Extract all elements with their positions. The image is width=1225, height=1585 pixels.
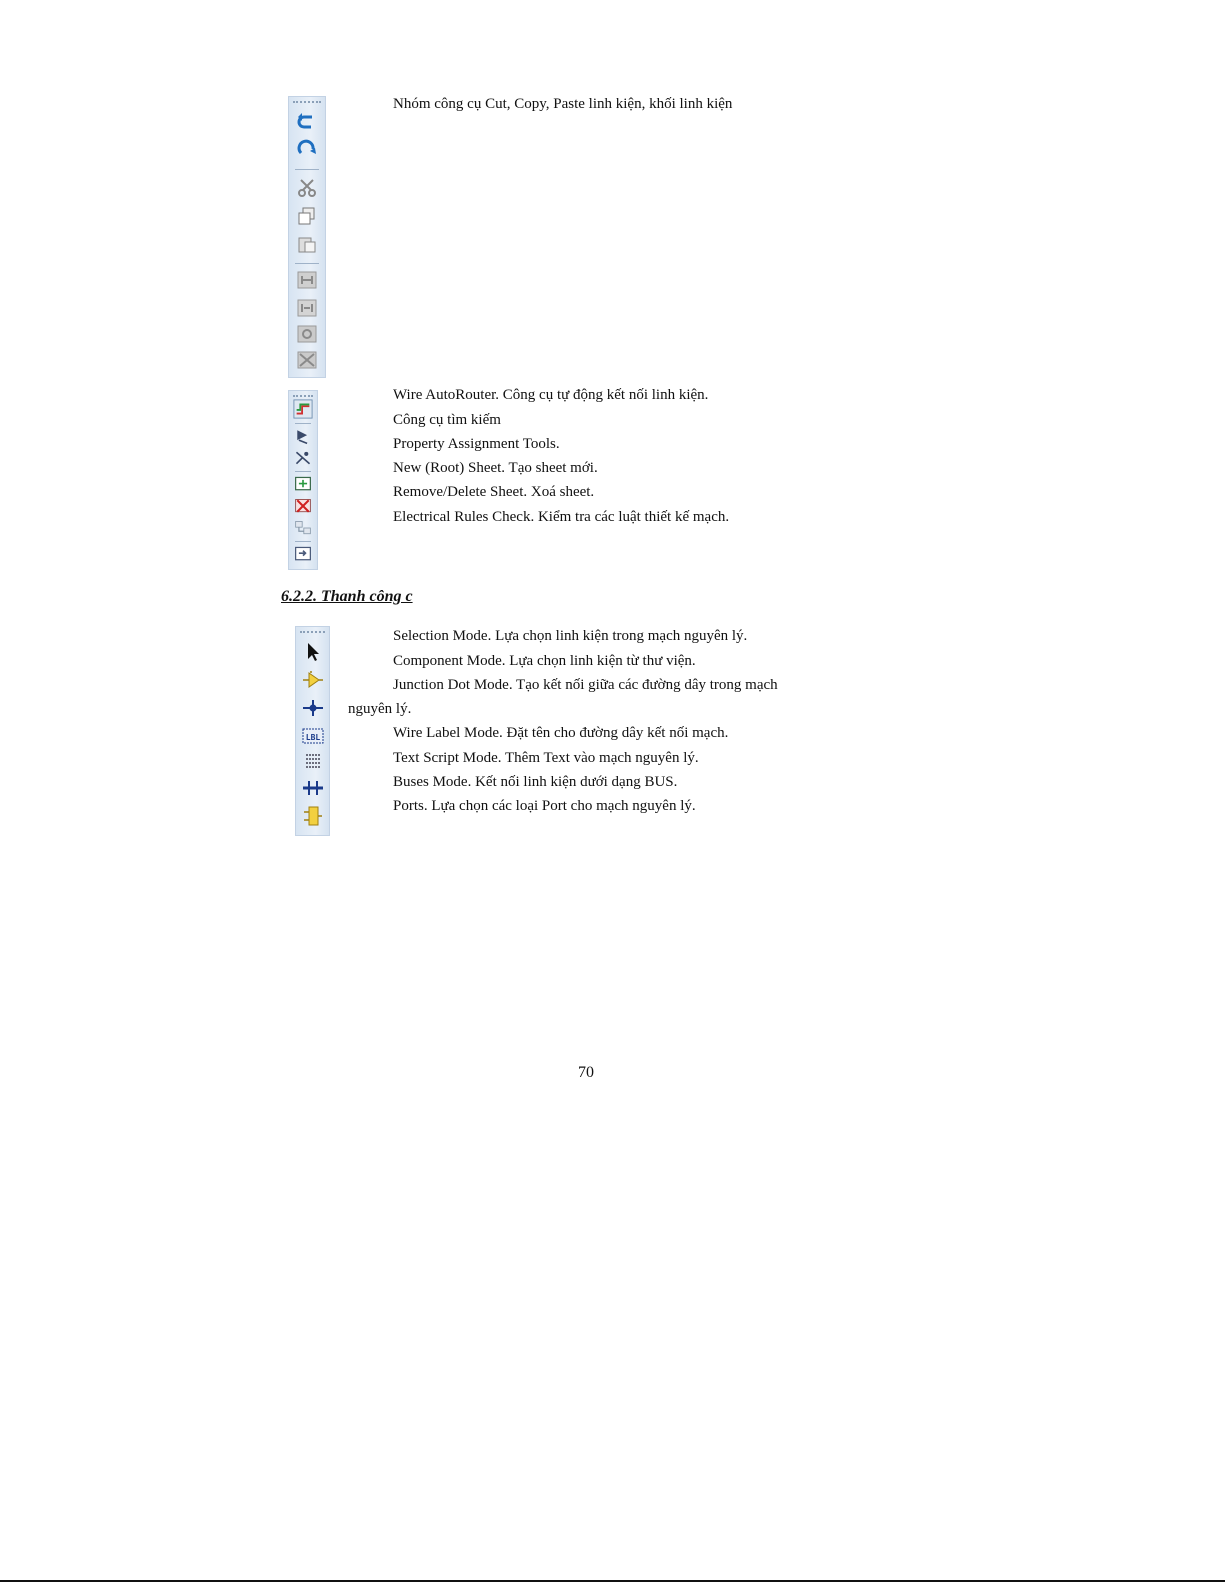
block-rotate-icon[interactable] [296, 323, 318, 345]
property-assignment-description: Property Assignment Tools. [393, 436, 560, 452]
new-sheet-icon[interactable] [294, 475, 312, 493]
search-icon[interactable] [294, 427, 312, 445]
section-heading: 6.2.2. Thanh công c [281, 588, 413, 605]
wire-autorouter-icon[interactable] [293, 399, 313, 419]
ports-description: Ports. Lựa chọn các loại Port cho mạch nguyên lý. [393, 798, 696, 814]
block-delete-icon[interactable] [296, 349, 318, 371]
toolbar-grip [293, 101, 321, 103]
port-icon[interactable] [302, 805, 324, 827]
junction-dot-icon[interactable] [302, 697, 324, 719]
selection-arrow-icon[interactable] [302, 641, 324, 663]
edit-toolbar [288, 96, 326, 378]
junction-dot-description-continued: nguyên lý. [348, 701, 412, 717]
text-script-description: Text Script Mode. Thêm Text vào mạch nguyên lý. [393, 750, 699, 766]
new-sheet-description: New (Root) Sheet. Tạo sheet mới. [393, 460, 598, 476]
remove-sheet-description: Remove/Delete Sheet. Xoá sheet. [393, 484, 595, 500]
text-script-icon[interactable] [302, 751, 324, 773]
erc-description: Electrical Rules Check. Kiểm tra các luật thiết kế mạch. [393, 509, 730, 525]
component-icon[interactable] [302, 669, 324, 691]
page-number: 70 [578, 1064, 594, 1081]
buses-mode-description: Buses Mode. Kết nối linh kiện dưới dạng BUS. [393, 774, 678, 790]
block-copy-icon[interactable] [296, 269, 318, 291]
toolbar-grip [300, 631, 325, 633]
selection-mode-description: Selection Mode. Lựa chọn linh kiện trong mạch nguyên lý. [393, 628, 748, 644]
electrical-rules-check-icon[interactable] [294, 519, 312, 537]
autorouter-description: Wire AutoRouter. Công cụ tự động kết nối linh kiện. [393, 387, 709, 403]
mode-toolbar [295, 626, 330, 836]
wire-label-description: Wire Label Mode. Đặt tên cho đường dây kết nối mạch. [393, 725, 729, 741]
component-mode-description: Component Mode. Lựa chọn linh kiện từ thư viện. [393, 653, 696, 669]
paste-icon[interactable] [296, 233, 318, 255]
copy-icon[interactable] [296, 205, 318, 227]
remove-sheet-icon[interactable] [294, 497, 312, 515]
cut-icon[interactable] [296, 177, 318, 199]
toolbar-grip [293, 395, 313, 397]
design-toolbar [288, 390, 318, 570]
search-description: Công cụ tìm kiếm [393, 412, 501, 428]
block-move-icon[interactable] [296, 297, 318, 319]
bus-icon[interactable] [302, 777, 324, 799]
sheet-export-icon[interactable] [294, 545, 312, 563]
undo-icon[interactable] [296, 111, 318, 133]
property-assignment-icon[interactable] [294, 449, 312, 467]
svg-text:LBL: LBL [305, 733, 320, 742]
junction-dot-description: Junction Dot Mode. Tạo kết nối giữa các đường dây trong mạch [393, 677, 778, 693]
page-bottom-rule [0, 1580, 1225, 1582]
wire-label-icon[interactable] [302, 725, 324, 747]
edit-toolbar-description: Nhóm công cụ Cut, Copy, Paste linh kiện, khối linh kiện [393, 96, 733, 112]
redo-icon[interactable] [296, 139, 318, 161]
